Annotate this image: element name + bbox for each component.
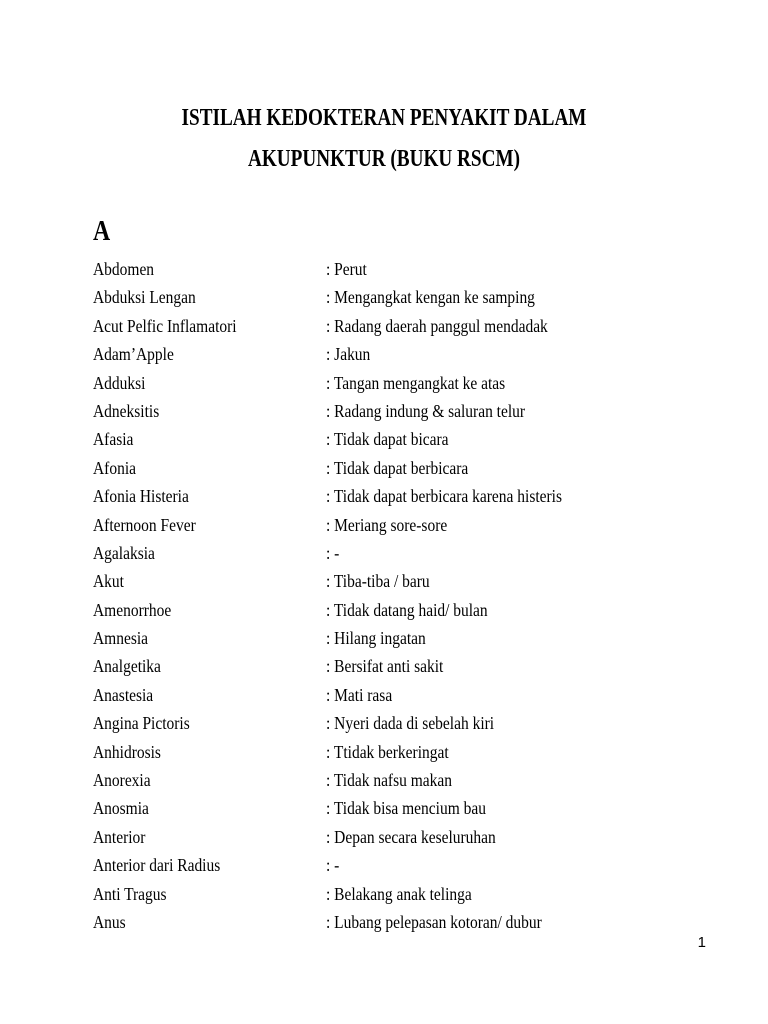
glossary-term: Afternoon Fever (93, 514, 196, 535)
glossary-term: Adduksi (93, 372, 146, 393)
glossary-definition: : Mati rasa (326, 684, 393, 705)
glossary-entry (93, 255, 713, 283)
glossary-definition: : Tiba-tiba / baru (326, 571, 430, 592)
glossary-definition: : Tidak bisa mencium bau (326, 798, 486, 819)
glossary-term: Afasia (93, 429, 134, 450)
glossary-definition: : Bersifat anti sakit (326, 656, 444, 677)
glossary-term: Akut (93, 571, 124, 592)
glossary-term: Anosmia (93, 798, 149, 819)
glossary-entry (93, 681, 713, 709)
glossary-term: Anorexia (93, 770, 151, 791)
glossary-definition: : Ttidak berkeringat (326, 741, 449, 762)
glossary-list (93, 255, 713, 936)
glossary-term: Anti Tragus (93, 883, 167, 904)
glossary-entry (93, 539, 713, 567)
section-heading-a: A (93, 216, 111, 247)
glossary-definition: : - (326, 855, 340, 876)
glossary-definition: : Tidak dapat berbicara karena histeris (326, 486, 563, 507)
glossary-definition: : Tidak datang haid/ bulan (326, 599, 488, 620)
glossary-definition: : Tidak dapat berbicara (326, 457, 469, 478)
glossary-term: Abduksi Lengan (93, 287, 196, 308)
glossary-entry (93, 766, 713, 794)
glossary-entry (93, 312, 713, 340)
glossary-entry (93, 709, 713, 737)
glossary-term: Adam’Apple (93, 344, 174, 365)
glossary-entry (93, 738, 713, 766)
document-title-line-2: AKUPUNKTUR (BUKU RSCM) (247, 146, 520, 172)
glossary-entry (93, 369, 713, 397)
glossary-entry (93, 425, 713, 453)
glossary-entry (93, 908, 713, 936)
glossary-definition: : - (326, 542, 340, 563)
glossary-term: Anterior dari Radius (93, 855, 221, 876)
glossary-term: Anhidrosis (93, 741, 161, 762)
glossary-term: Anterior (93, 826, 146, 847)
glossary-entry (93, 851, 713, 879)
glossary-definition: : Tangan mengangkat ke atas (326, 372, 506, 393)
glossary-term: Afonia (93, 457, 136, 478)
glossary-definition: : Meriang sore-sore (326, 514, 448, 535)
glossary-definition: : Radang indung & saluran telur (326, 400, 526, 421)
glossary-definition: : Belakang anak telinga (326, 883, 472, 904)
glossary-term: Anus (93, 911, 126, 932)
glossary-entry (93, 794, 713, 822)
glossary-term: Abdomen (93, 259, 155, 279)
glossary-entry (93, 823, 713, 851)
glossary-definition: : Tidak nafsu makan (326, 770, 452, 791)
glossary-term: Afonia Histeria (93, 486, 189, 507)
glossary-term: Agalaksia (93, 542, 155, 563)
glossary-entry (93, 482, 713, 510)
glossary-term: Analgetika (93, 656, 161, 677)
glossary-entry (93, 596, 713, 624)
document-title-line-1: ISTILAH KEDOKTERAN PENYAKIT DALAM (181, 105, 587, 131)
glossary-entry (93, 511, 713, 539)
glossary-entry (93, 567, 713, 595)
glossary-definition: : Tidak dapat bicara (326, 429, 449, 450)
glossary-entry (93, 624, 713, 652)
glossary-term: Amnesia (93, 628, 149, 649)
glossary-entry (93, 397, 713, 425)
glossary-definition: : Perut (326, 259, 367, 279)
glossary-definition: : Nyeri dada di sebelah kiri (326, 713, 495, 734)
glossary-definition: : Mengangkat kengan ke samping (326, 287, 535, 308)
glossary-definition: : Lubang pelepasan kotoran/ dubur (326, 911, 542, 932)
glossary-entry (93, 454, 713, 482)
glossary-term: Angina Pictoris (93, 713, 190, 734)
glossary-term: Amenorrhoe (93, 599, 172, 620)
glossary-definition: : Hilang ingatan (326, 628, 426, 649)
glossary-definition: : Depan secara keseluruhan (326, 826, 496, 847)
glossary-term: Acut Pelfic Inflamatori (93, 315, 237, 336)
page-number: 1 (697, 934, 706, 951)
glossary-definition: : Jakun (326, 344, 371, 365)
glossary-entry (93, 880, 713, 908)
glossary-entry (93, 283, 713, 311)
glossary-term: Adneksitis (93, 400, 160, 421)
glossary-term: Anastesia (93, 684, 154, 705)
glossary-definition: : Radang daerah panggul mendadak (326, 315, 548, 336)
glossary-entry (93, 340, 713, 368)
glossary-entry (93, 652, 713, 680)
